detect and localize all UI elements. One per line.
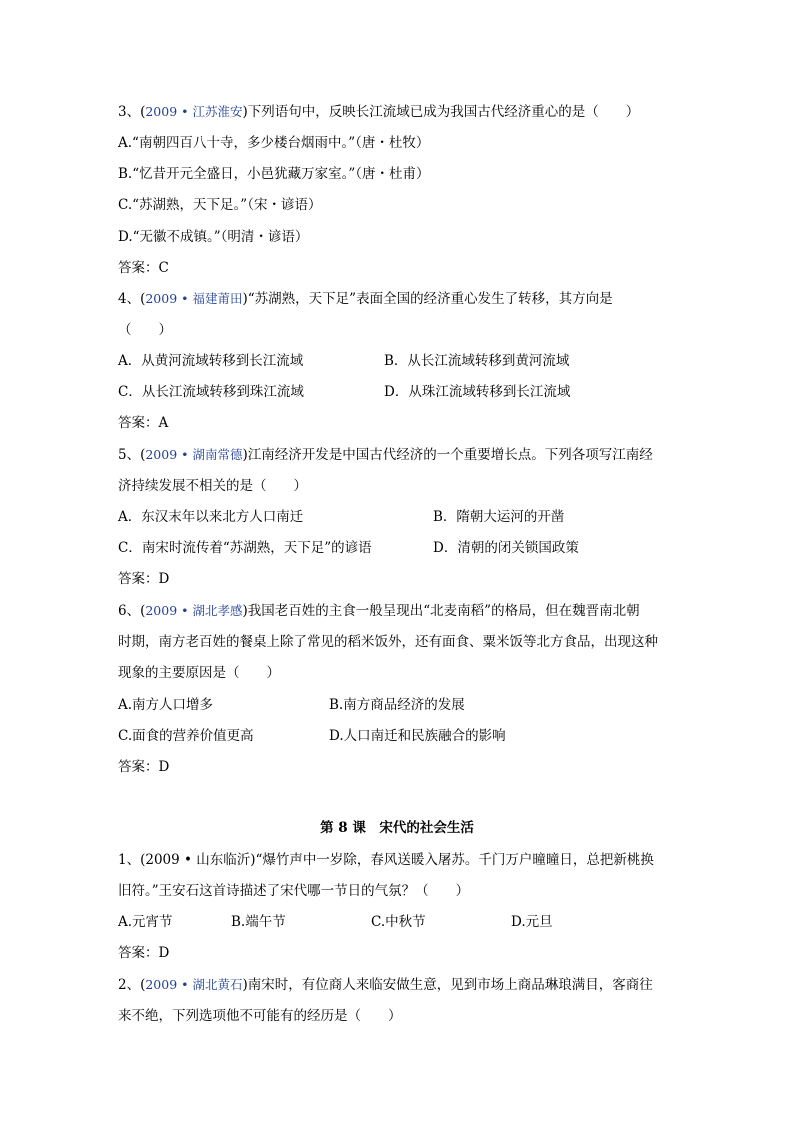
option-d: D．从珠江流域转移到长江流域 bbox=[384, 384, 571, 400]
answer: 答案：D bbox=[118, 759, 170, 775]
question-3-stem bbox=[118, 102, 639, 122]
question-5-stem-cont: 济持续发展不相关的是（ ） bbox=[118, 478, 307, 494]
lesson-title: 第 8 课 宋代的社会生活 bbox=[320, 820, 474, 836]
option-a: A.“南朝四百八十寺，多少楼台烟雨中。”（唐・杜牧） bbox=[118, 135, 430, 151]
answer: 答案：D bbox=[118, 571, 170, 587]
option-a: A.元宵节 bbox=[118, 914, 173, 930]
question-text: “爆竹声中一岁除，春风送暖入屠苏。千门万户曈曈日，总把新桃换 bbox=[255, 852, 654, 868]
question-number: 2、( bbox=[118, 977, 146, 993]
option-d: D.元旦 bbox=[511, 914, 553, 930]
lesson-question-2-stem bbox=[118, 975, 653, 995]
option-d: D．清朝的闭关锁国政策 bbox=[433, 540, 579, 556]
option-b: B．隋朝大运河的开凿 bbox=[433, 509, 565, 525]
option-a: A．从黄河流域转移到长江流域 bbox=[118, 353, 304, 369]
lesson-question-1-stem bbox=[118, 850, 654, 870]
option-d: D.“无徽不成镇。”（明清・谚语） bbox=[118, 229, 309, 245]
question-number: 3、( bbox=[118, 104, 146, 120]
question-source: 2009 • 江苏淮安 bbox=[145, 104, 243, 119]
question-number: 1、(2009 • 山东临沂) bbox=[118, 852, 256, 868]
question-number: 4、( bbox=[118, 291, 146, 307]
answer: 答案：D bbox=[118, 945, 170, 961]
option-c: C.面食的营养价值更高 bbox=[118, 728, 254, 744]
option-c: C．南宋时流传着“苏湖熟，天下足”的谚语 bbox=[118, 540, 372, 556]
question-source: 2009 • 湖北孝感 bbox=[145, 603, 243, 618]
option-b: B.“忆昔开元全盛日，小邑犹藏万家室。”（唐・杜甫） bbox=[118, 166, 430, 182]
option-a: A．东汉末年以来北方人口南迁 bbox=[118, 509, 304, 525]
question-6-stem-cont: 时期，南方老百姓的餐桌上除了常见的稻米饭外，还有面食、粟米饭等北方食品，出现这种 bbox=[118, 634, 658, 650]
option-b: B.端午节 bbox=[231, 914, 286, 930]
lesson-question-2-stem-cont: 来不绝，下列选项他不可能有的经历是（ ） bbox=[118, 1008, 402, 1024]
question-source: 2009 • 湖南常德 bbox=[145, 447, 243, 462]
question-5-stem bbox=[118, 445, 653, 465]
question-source: 2009 • 福建莆田 bbox=[145, 291, 243, 306]
option-a: A.南方人口增多 bbox=[118, 697, 214, 713]
question-number: 5、( bbox=[118, 447, 146, 463]
question-6-stem bbox=[118, 601, 640, 621]
question-text: )下列语句中，反映长江流域已成为我国古代经济重心的是（ ） bbox=[242, 104, 640, 120]
option-c: C．从长江流域转移到珠江流域 bbox=[118, 384, 304, 400]
question-4-stem-cont: （ ） bbox=[118, 322, 172, 338]
option-b: B．从长江流域转移到黄河流域 bbox=[384, 353, 570, 369]
question-text: )我国老百姓的主食一般呈现出“北麦南稻”的格局，但在魏晋南北朝 bbox=[242, 603, 640, 619]
lesson-question-1-stem-cont: 旧符。”王安石这首诗描述了宋代哪一节日的气氛？（ ） bbox=[118, 883, 470, 899]
question-text: )江南经济开发是中国古代经济的一个重要增长点。下列各项写江南经 bbox=[242, 447, 653, 463]
question-text: )“苏湖熟，天下足”表面全国的经济重心发生了转移，其方向是 bbox=[242, 291, 613, 307]
question-text: )南宋时，有位商人来临安做生意，见到市场上商品琳琅满目，客商往 bbox=[242, 977, 653, 993]
answer: 答案：A bbox=[118, 415, 169, 431]
option-b: B.南方商品经济的发展 bbox=[329, 697, 465, 713]
option-c: C.“苏湖熟，天下足。”（宋・谚语） bbox=[118, 197, 322, 213]
option-c: C.中秋节 bbox=[371, 914, 426, 930]
question-4-stem bbox=[118, 289, 613, 309]
question-number: 6、( bbox=[118, 603, 146, 619]
option-d: D.人口南迁和民族融合的影响 bbox=[329, 728, 506, 744]
question-source: 2009 • 湖北黄石 bbox=[145, 977, 243, 992]
question-6-stem-cont: 现象的主要原因是（ ） bbox=[118, 665, 280, 681]
answer: 答案：C bbox=[118, 260, 169, 276]
